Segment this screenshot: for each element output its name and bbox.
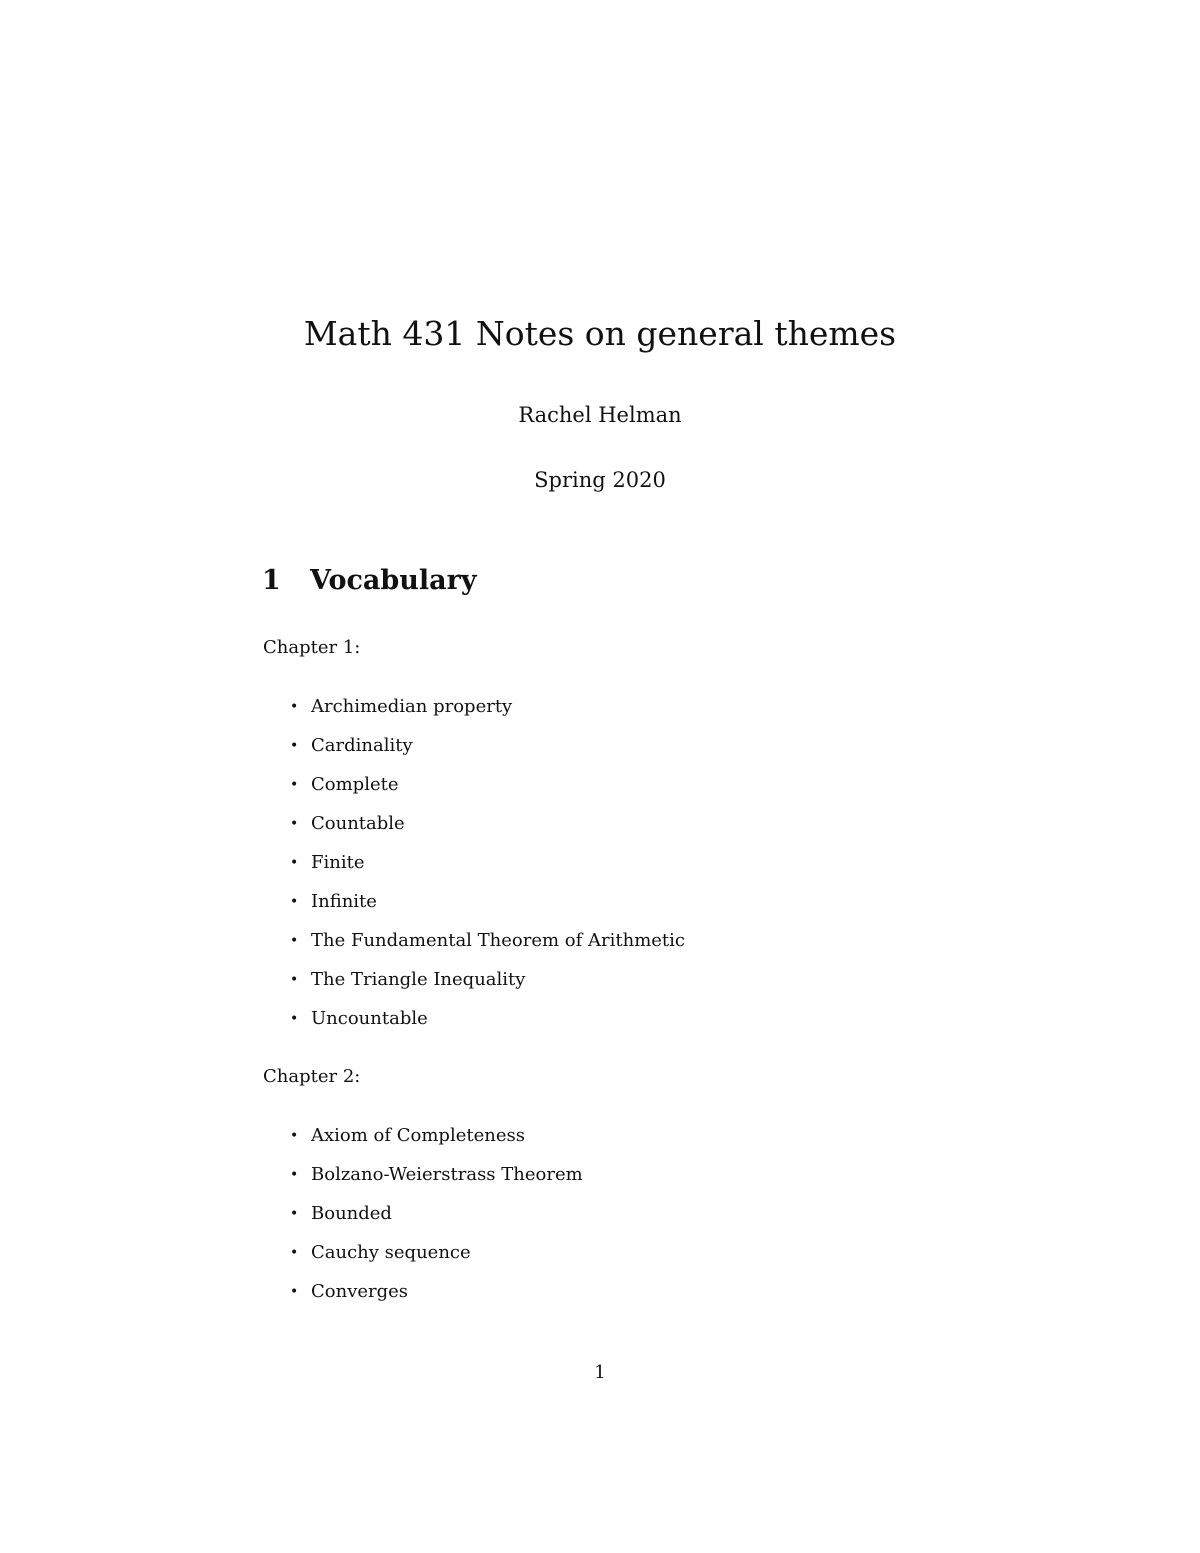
list-item — [290, 734, 685, 773]
list-item — [290, 1124, 583, 1163]
bullet-icon: • — [290, 699, 299, 715]
section-number: 1 — [262, 565, 281, 596]
bullet-icon: • — [290, 1245, 299, 1261]
document-author: Rachel Helman — [518, 403, 682, 427]
vocabulary-term: Uncountable — [311, 1008, 428, 1029]
vocabulary-term: Bounded — [311, 1203, 392, 1224]
vocabulary-term: The Triangle Inequality — [311, 969, 526, 990]
document-date: Spring 2020 — [534, 468, 666, 492]
list-item — [290, 1163, 583, 1202]
bullet-icon: • — [290, 1206, 299, 1222]
list-item — [290, 1007, 685, 1046]
vocabulary-term: Complete — [311, 774, 399, 795]
chapter-1-vocabulary-list — [290, 695, 685, 1046]
bullet-icon: • — [290, 777, 299, 793]
chapter-1-label: Chapter 1: — [263, 637, 361, 658]
vocabulary-term: The Fundamental Theorem of Arithmetic — [311, 930, 685, 951]
vocabulary-term: Axiom of Completeness — [311, 1125, 525, 1146]
bullet-icon: • — [290, 1011, 299, 1027]
bullet-icon: • — [290, 738, 299, 754]
section-heading — [262, 563, 477, 599]
vocabulary-term: Infinite — [311, 891, 377, 912]
list-item — [290, 851, 685, 890]
list-item — [290, 1241, 583, 1280]
list-item — [290, 695, 685, 734]
bullet-icon: • — [290, 1128, 299, 1144]
list-item — [290, 890, 685, 929]
section-title: Vocabulary — [310, 565, 477, 596]
vocabulary-term: Countable — [311, 813, 405, 834]
bullet-icon: • — [290, 972, 299, 988]
document-title: Math 431 Notes on general themes — [303, 314, 897, 353]
list-item — [290, 929, 685, 968]
vocabulary-term: Finite — [311, 852, 365, 873]
bullet-icon: • — [290, 894, 299, 910]
bullet-icon: • — [290, 816, 299, 832]
bullet-icon: • — [290, 933, 299, 949]
list-item — [290, 812, 685, 851]
bullet-icon: • — [290, 1284, 299, 1300]
chapter-2-label: Chapter 2: — [263, 1066, 361, 1087]
page-number: 1 — [594, 1362, 606, 1383]
list-item — [290, 968, 685, 1007]
vocabulary-term: Converges — [311, 1281, 409, 1302]
vocabulary-term: Cauchy sequence — [311, 1242, 471, 1263]
vocabulary-term: Cardinality — [311, 735, 413, 756]
bullet-icon: • — [290, 855, 299, 871]
vocabulary-term: Archimedian property — [311, 696, 513, 717]
bullet-icon: • — [290, 1167, 299, 1183]
list-item — [290, 773, 685, 812]
list-item — [290, 1202, 583, 1241]
vocabulary-term: Bolzano-Weierstrass Theorem — [311, 1164, 583, 1185]
list-item — [290, 1280, 583, 1319]
chapter-2-vocabulary-list — [290, 1124, 583, 1319]
